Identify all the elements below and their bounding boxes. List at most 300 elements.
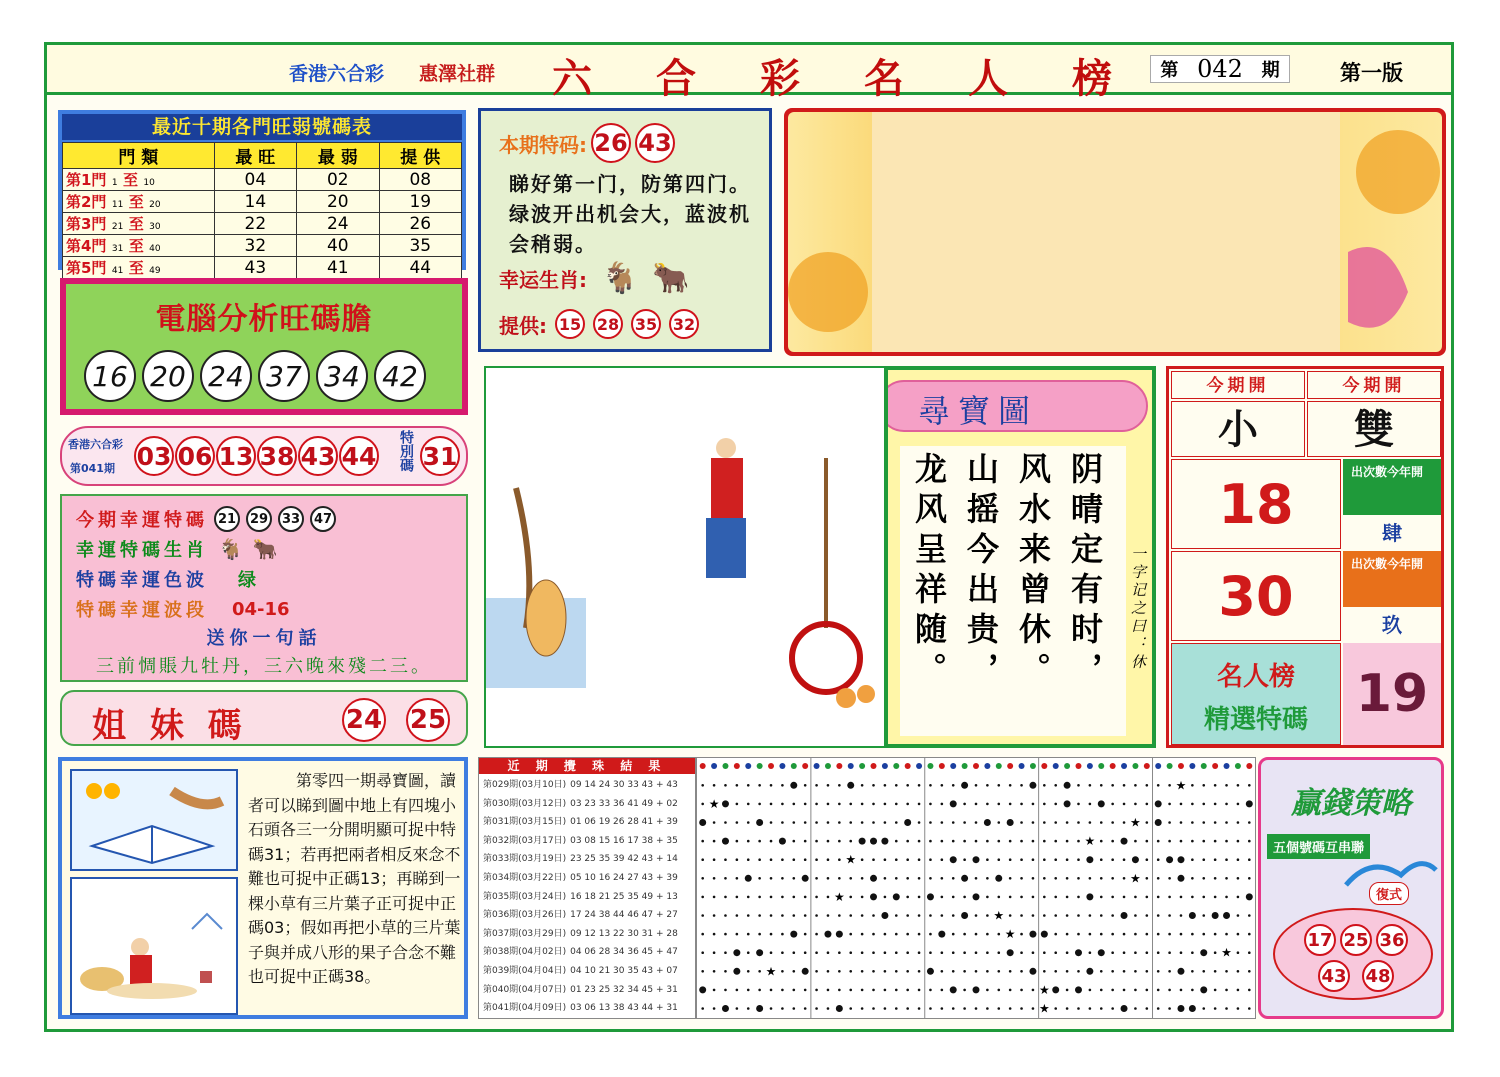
fame-box — [1171, 643, 1341, 745]
grid-dot — [1225, 784, 1228, 787]
grid-dot — [804, 803, 807, 806]
drawn-dot — [1121, 912, 1128, 919]
grid-dot — [724, 858, 727, 861]
grid-dot — [986, 989, 989, 992]
recent-row — [483, 888, 691, 907]
grid-dot — [895, 914, 898, 917]
drawn-dot — [995, 875, 1002, 882]
grid-dot — [1248, 933, 1251, 936]
grid-dot — [815, 803, 818, 806]
grid-dot — [1146, 933, 1149, 936]
drawn-dot — [836, 1005, 843, 1012]
grid-dot — [1146, 951, 1149, 954]
drawn-dot — [1121, 838, 1128, 845]
grid-dot — [861, 1007, 864, 1010]
grid-header-dot — [973, 763, 979, 769]
grid-dot — [1066, 933, 1069, 936]
grid-header-dot — [962, 763, 968, 769]
drawn-dot — [1029, 782, 1036, 789]
drawn-dot — [847, 782, 854, 789]
grid-header-dot — [984, 763, 990, 769]
grid-dot — [952, 914, 955, 917]
grid-dot — [1111, 951, 1114, 954]
grid-dot — [747, 803, 750, 806]
grid-dot — [713, 914, 716, 917]
grid-dot — [804, 858, 807, 861]
grid-dot — [986, 933, 989, 936]
grid-dot — [1032, 951, 1035, 954]
grid-dot — [1100, 858, 1103, 861]
main-title — [552, 47, 1112, 104]
org-name-1: 香港六合彩 — [289, 63, 385, 85]
grid-dot — [929, 840, 932, 843]
special-star: ★ — [1130, 871, 1141, 886]
issue-box — [1150, 55, 1290, 83]
grid-header-dot — [1075, 763, 1081, 769]
grid-dot — [770, 821, 773, 824]
grid-dot — [849, 877, 852, 880]
grid-dot — [1111, 877, 1114, 880]
grid-header-dot — [1235, 763, 1241, 769]
drawn-dot — [1121, 1005, 1128, 1012]
grid-header-dot — [939, 763, 945, 769]
grid-dot — [1043, 858, 1046, 861]
grid-dot — [815, 784, 818, 787]
grid-dot — [918, 951, 921, 954]
grid-header-dot — [848, 763, 854, 769]
grid-dot — [1111, 821, 1114, 824]
fame-number: 19 — [1343, 643, 1441, 745]
grid-dot — [906, 784, 909, 787]
grid-dot — [1248, 784, 1251, 787]
grid-header-dot — [1064, 763, 1070, 769]
grid-dot — [736, 877, 739, 880]
grid-dot — [1202, 803, 1205, 806]
grid-dot — [804, 821, 807, 824]
grid-dot — [804, 896, 807, 899]
grid-header-dot — [1110, 763, 1116, 769]
result-ball: 03 — [134, 436, 174, 476]
computer-ball: 37 — [258, 350, 310, 402]
grid-dot — [701, 840, 704, 843]
drawn-dot — [1155, 800, 1162, 807]
grid-header-dot — [916, 763, 922, 769]
scholar-icon — [72, 879, 236, 1013]
recent-period: 第032期(03月17日) — [483, 835, 567, 846]
grid-dot — [1214, 951, 1217, 954]
grid-dot — [997, 840, 1000, 843]
grid-dot — [1146, 1007, 1149, 1010]
grid-dot — [861, 896, 864, 899]
grid-dot — [906, 803, 909, 806]
compound-badge: 復式 — [1369, 882, 1409, 905]
grid-dot — [736, 896, 739, 899]
special-star: ★ — [1175, 778, 1187, 793]
grid-header-dot — [1132, 763, 1138, 769]
grid-dot — [997, 821, 1000, 824]
grid-dot — [986, 840, 989, 843]
grid-dot — [815, 933, 818, 936]
grid-dot — [747, 858, 750, 861]
grid-dot — [747, 896, 750, 899]
grid-dot — [918, 858, 921, 861]
special-star: ★ — [1038, 982, 1050, 997]
grid-dot — [724, 951, 727, 954]
recent-period: 第030期(03月12日) — [483, 798, 567, 809]
grid-dot — [929, 784, 932, 787]
grid-dot — [1225, 989, 1228, 992]
drawn-dot — [802, 968, 809, 975]
grid-dot — [713, 989, 716, 992]
grid-header-dot — [1041, 763, 1047, 769]
open-label-2: 今期開 — [1307, 371, 1441, 399]
grid-dot — [1237, 821, 1240, 824]
recent-rows — [479, 774, 695, 1020]
grid-header-dot — [1087, 763, 1093, 769]
poem-column: 山摇今出贵， — [962, 452, 1000, 692]
drawn-dot — [1029, 931, 1036, 938]
drawn-dot — [1075, 986, 1082, 993]
grid-dot — [1111, 858, 1114, 861]
drawn-dot — [1166, 856, 1173, 863]
strategy-sub: 五個號碼互串聯 — [1267, 834, 1370, 859]
recent-numbers: 04 10 21 30 35 43 + 07 — [570, 965, 678, 976]
drawn-dot — [950, 856, 957, 863]
grid-dot — [1134, 933, 1137, 936]
drawn-dot — [1177, 968, 1184, 975]
grid-dot — [861, 970, 864, 973]
grid-dot — [1054, 896, 1057, 899]
grid-dot — [792, 803, 795, 806]
grid-header-dot — [871, 763, 877, 769]
grid-dot — [895, 989, 898, 992]
grid-dot — [758, 877, 761, 880]
grid-dot — [1157, 896, 1160, 899]
grid-dot — [884, 784, 887, 787]
grid-dot — [963, 803, 966, 806]
grid-dot — [1077, 821, 1080, 824]
grid-dot — [758, 803, 761, 806]
grid-dot — [1111, 1007, 1114, 1010]
grid-dot — [815, 970, 818, 973]
grid-dot — [963, 1007, 966, 1010]
strategy-ball: 36 — [1376, 924, 1408, 956]
poem-side-note: 一字记之曰：休 — [1129, 546, 1147, 672]
grid-dot — [1054, 784, 1057, 787]
grid-dot — [1214, 989, 1217, 992]
grid-dot — [906, 858, 909, 861]
grid-dot — [1202, 914, 1205, 917]
grid-header-dot — [1189, 763, 1195, 769]
drawn-dot — [1052, 986, 1059, 993]
dot-grid-svg — [697, 758, 1255, 1018]
strategy-panel — [1258, 757, 1444, 1019]
grid-dot — [997, 951, 1000, 954]
grid-dot — [747, 989, 750, 992]
poem-column: 龙风呈祥随。 — [910, 452, 948, 692]
drawn-dot — [722, 1005, 729, 1012]
story-panel — [58, 757, 468, 1019]
drawn-dot — [733, 949, 740, 956]
grid-dot — [952, 970, 955, 973]
grid-dot — [1214, 933, 1217, 936]
grid-dot — [1146, 970, 1149, 973]
drawn-dot — [950, 800, 957, 807]
grid-dot — [713, 877, 716, 880]
grid-dot — [736, 858, 739, 861]
open-label-1: 今期開 — [1171, 371, 1305, 399]
grid-dot — [736, 933, 739, 936]
grid-dot — [1202, 821, 1205, 824]
grid-header-dot — [1212, 763, 1218, 769]
grid-dot — [701, 970, 704, 973]
grid-dot — [827, 896, 830, 899]
grid-dot — [1100, 970, 1103, 973]
lucky-range-value: 04-16 — [232, 598, 290, 620]
grid-dot — [701, 784, 704, 787]
grid-dot — [1054, 840, 1057, 843]
special-star: ★ — [845, 852, 857, 867]
title-char-6: 榜 — [1072, 55, 1112, 102]
give-ball: 28 — [593, 309, 623, 339]
grid-dot — [872, 821, 875, 824]
grid-dot — [804, 840, 807, 843]
drawn-dot — [1029, 968, 1036, 975]
grid-dot — [1054, 821, 1057, 824]
computer-ball: 16 — [84, 350, 136, 402]
grid-dot — [872, 784, 875, 787]
grid-dot — [1214, 840, 1217, 843]
recent-numbers: 03 08 15 16 17 38 + 35 — [570, 835, 678, 846]
special-label: 特別碼 — [398, 430, 414, 472]
grid-dot — [986, 951, 989, 954]
grid-dot — [1248, 858, 1251, 861]
grid-dot — [929, 858, 932, 861]
drawn-dot — [802, 875, 809, 882]
grid-dot — [941, 1007, 944, 1010]
grid-dot — [1202, 896, 1205, 899]
grid-dot — [963, 821, 966, 824]
grid-dot — [1146, 914, 1149, 917]
grid-dot — [918, 840, 921, 843]
title-char-4: 名 — [864, 55, 904, 102]
grid-dot — [1032, 1007, 1035, 1010]
grid-dot — [918, 803, 921, 806]
grid-dot — [861, 821, 864, 824]
give-label: 提供: — [499, 313, 547, 338]
banner-panel — [784, 108, 1446, 356]
recent-row — [483, 832, 691, 851]
drawn-dot — [961, 782, 968, 789]
grid-dot — [975, 784, 978, 787]
grid-dot — [770, 784, 773, 787]
drawn-dot — [973, 893, 980, 900]
grid-dot — [952, 951, 955, 954]
grid-dot — [1146, 821, 1149, 824]
grid-dot — [1043, 877, 1046, 880]
grid-dot — [906, 896, 909, 899]
drawn-dot — [870, 893, 877, 900]
grid-dot — [1157, 914, 1160, 917]
lucky-ball: 33 — [278, 506, 304, 532]
computer-ball: 20 — [142, 350, 194, 402]
grid-dot — [713, 896, 716, 899]
grid-dot — [758, 970, 761, 973]
col-header-hot: 最 旺 — [214, 143, 296, 169]
grid-dot — [1032, 821, 1035, 824]
grid-dot — [713, 840, 716, 843]
grid-dot — [781, 970, 784, 973]
grid-dot — [1157, 989, 1160, 992]
grid-dot — [997, 803, 1000, 806]
special-star: ★ — [1004, 927, 1016, 942]
grid-dot — [827, 989, 830, 992]
grid-dot — [827, 970, 830, 973]
grid-dot — [906, 951, 909, 954]
drawn-dot — [699, 986, 706, 993]
grid-dot — [804, 1007, 807, 1010]
grid-dot — [1168, 1007, 1171, 1010]
grid-dot — [918, 989, 921, 992]
lucky-ball: 29 — [246, 506, 272, 532]
lucky-label-1: 今期幸運特碼 — [76, 510, 208, 531]
recent-row — [483, 869, 691, 888]
grid-dot — [986, 896, 989, 899]
grid-dot — [929, 803, 932, 806]
grid-dot — [701, 803, 704, 806]
grid-dot — [975, 1007, 978, 1010]
drawn-dot — [1189, 912, 1196, 919]
grid-dot — [1020, 784, 1023, 787]
grid-dot — [963, 840, 966, 843]
grid-header-dot — [1246, 763, 1252, 769]
grid-dot — [1100, 914, 1103, 917]
grid-dot — [1054, 914, 1057, 917]
grid-dot — [929, 877, 932, 880]
recent-numbers: 01 23 25 32 34 45 + 31 — [570, 984, 678, 995]
grid-dot — [1066, 896, 1069, 899]
drawn-dot — [870, 838, 877, 845]
ox-icon: 🐂 — [652, 261, 690, 296]
grid-dot — [838, 821, 841, 824]
grid-dot — [770, 840, 773, 843]
grid-dot — [1168, 933, 1171, 936]
drawn-dot — [824, 931, 831, 938]
grid-dot — [815, 914, 818, 917]
grid-dot — [1111, 933, 1114, 936]
grid-dot — [1123, 951, 1126, 954]
grid-dot — [1066, 840, 1069, 843]
grid-dot — [884, 896, 887, 899]
grid-dot — [1089, 821, 1092, 824]
drawn-dot — [836, 931, 843, 938]
grid-dot — [1077, 970, 1080, 973]
grid-dot — [1146, 877, 1149, 880]
recent-row — [483, 962, 691, 981]
grid-dot — [1089, 989, 1092, 992]
grid-dot — [1111, 803, 1114, 806]
grid-dot — [1009, 914, 1012, 917]
grid-dot — [895, 840, 898, 843]
grid-dot — [1123, 933, 1126, 936]
grid-dot — [1020, 858, 1023, 861]
title-char-5: 人 — [968, 55, 1008, 102]
grid-dot — [1202, 840, 1205, 843]
grid-dot — [1237, 933, 1240, 936]
grid-dot — [1157, 784, 1160, 787]
grid-dot — [1214, 821, 1217, 824]
special-star: ★ — [765, 964, 777, 979]
grid-dot — [827, 1007, 830, 1010]
grid-dot — [1202, 933, 1205, 936]
drawn-dot — [1189, 1005, 1196, 1012]
grid-dot — [872, 1007, 875, 1010]
recent-row — [483, 776, 691, 795]
grid-header-dot — [1019, 763, 1025, 769]
grid-dot — [747, 914, 750, 917]
grid-dot — [758, 933, 761, 936]
grid-dot — [952, 821, 955, 824]
grid-dot — [997, 784, 1000, 787]
grid-dot — [827, 840, 830, 843]
grid-dot — [884, 803, 887, 806]
grid-dot — [895, 970, 898, 973]
grid-dot — [1032, 896, 1035, 899]
computer-ball: 24 — [200, 350, 252, 402]
grid-dot — [1020, 951, 1023, 954]
grid-dot — [804, 933, 807, 936]
drawn-dot — [1212, 912, 1219, 919]
special-star: ★ — [833, 889, 845, 904]
computer-numbers — [84, 350, 426, 402]
drawn-dot — [756, 819, 763, 826]
grid-dot — [747, 1007, 750, 1010]
recent-row — [483, 813, 691, 832]
grid-dot — [884, 858, 887, 861]
grid-dot — [906, 840, 909, 843]
grid-dot — [792, 970, 795, 973]
recent-row — [483, 925, 691, 944]
grid-dot — [1157, 970, 1160, 973]
grid-dot — [884, 821, 887, 824]
grid-dot — [781, 784, 784, 787]
grid-dot — [827, 877, 830, 880]
grid-dot — [895, 821, 898, 824]
grid-dot — [941, 821, 944, 824]
grid-dot — [941, 914, 944, 917]
grid-header-dot — [1007, 763, 1013, 769]
drawn-dot — [881, 838, 888, 845]
grid-dot — [838, 840, 841, 843]
recent-row — [483, 943, 691, 962]
grid-dot — [1214, 784, 1217, 787]
grid-dot — [747, 840, 750, 843]
grid-header-dot — [1224, 763, 1230, 769]
running-scholar-icon — [486, 368, 884, 746]
strategy-ball: 17 — [1304, 924, 1336, 956]
grid-dot — [838, 914, 841, 917]
computer-ball: 34 — [316, 350, 368, 402]
grid-header-dot — [859, 763, 865, 769]
grid-dot — [884, 970, 887, 973]
grid-dot — [884, 877, 887, 880]
grid-dot — [929, 951, 932, 954]
strategy-ball: 48 — [1362, 960, 1394, 992]
grid-dot — [872, 970, 875, 973]
grid-dot — [1168, 821, 1171, 824]
grid-header-dot — [768, 763, 774, 769]
drawn-dot — [984, 819, 991, 826]
